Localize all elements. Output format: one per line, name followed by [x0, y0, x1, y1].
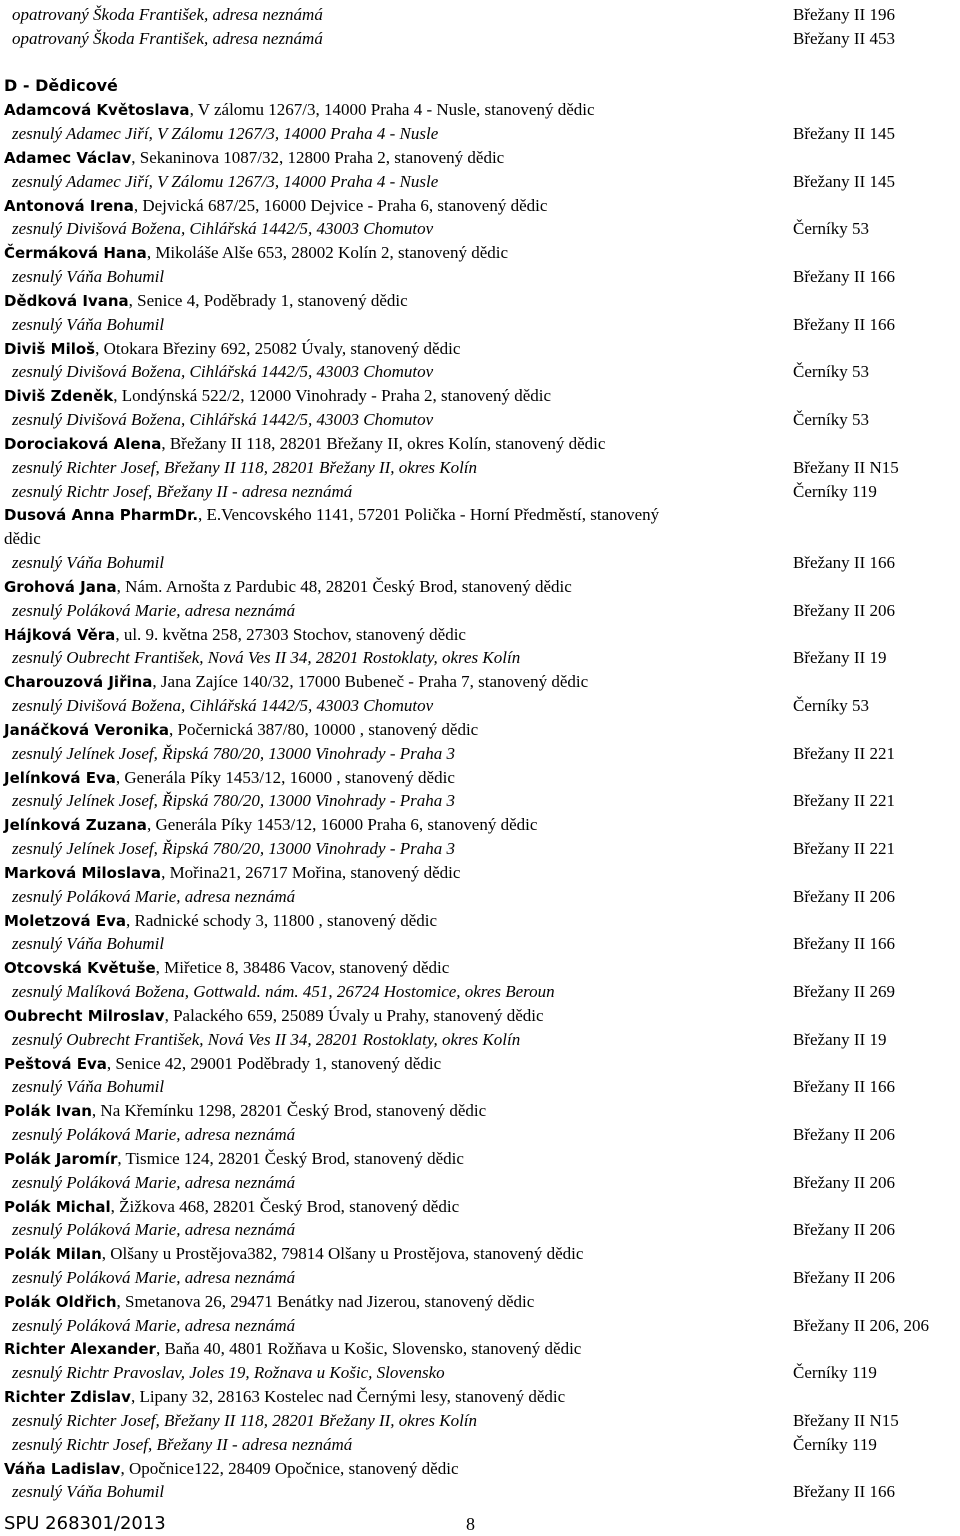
heir-name: Jelínková Zuzana	[4, 816, 147, 835]
heir-address: , Palackého 659, 25089 Úvaly u Prahy, stanovený dědic	[164, 1005, 544, 1025]
property-location: Břežany II 166	[793, 1077, 895, 1097]
heir-address: , Žižkova 468, 28201 Český Brod, stanovený dědic	[110, 1196, 460, 1216]
deceased-row	[0, 599, 960, 623]
heir-entry	[4, 98, 595, 122]
heir-name: Jelínková Eva	[4, 768, 116, 787]
heir-name: Diviš Miloš	[4, 339, 96, 358]
property-location: Břežany II 19	[793, 648, 887, 668]
deceased-text: zesnulý Divišová Božena, Cihlářská 1442/5, 43003 Chomutov	[12, 696, 434, 716]
heir-row	[0, 432, 960, 456]
heir-name: Polák Michal	[4, 1197, 111, 1216]
heir-name: Charouzová Jiřina	[4, 673, 153, 692]
heir-entry	[4, 909, 437, 933]
deceased-row	[0, 694, 960, 718]
guardian-row	[0, 27, 960, 51]
deceased-text: zesnulý Richtr Josef, Břežany II - adresa neznámá	[12, 1434, 353, 1454]
heir-name: Adamec Václav	[4, 148, 132, 167]
property-location: Břežany II 166	[793, 314, 895, 334]
property-location: Břežany II 19	[793, 1029, 887, 1049]
heir-name: Richter Zdislav	[4, 1388, 131, 1407]
heir-address: , ul. 9. května 258, 27303 Stochov, stanovený dědic	[115, 624, 466, 644]
heir-row	[0, 861, 960, 885]
deceased-text: zesnulý Jelínek Josef, Řipská 780/20, 13000 Vinohrady - Praha 3	[12, 743, 456, 763]
property-location: Břežany II 145	[793, 124, 895, 144]
heir-name: Marková Miloslava	[4, 863, 162, 882]
property-location: Černíky 53	[793, 362, 870, 382]
property-location: Černíky 53	[793, 410, 870, 430]
deceased-text: zesnulý Richtr Josef, Břežany II - adresa neznámá	[12, 481, 353, 501]
heir-row	[0, 1147, 960, 1171]
heir-row	[0, 98, 960, 122]
property-location: Břežany II N15	[793, 1410, 899, 1430]
heir-row	[0, 575, 960, 599]
heir-address: , Generála Píky 1453/12, 16000 Praha 6, stanovený dědic	[146, 815, 538, 835]
deceased-row	[0, 360, 960, 384]
heir-entry	[4, 623, 466, 647]
heir-address: , Baňa 40, 4801 Rožňava u Košic, Slovensko, stanovený dědic	[155, 1339, 582, 1359]
deceased-text: zesnulý Malíková Božena, Gottwald. nám. 451, 26724 Hostomice, okres Beroun	[12, 982, 555, 1002]
heir-name: Váňa Ladislav	[4, 1459, 121, 1478]
heir-entry	[4, 337, 460, 361]
heir-name: Grohová Jana	[4, 577, 117, 596]
heir-row	[0, 194, 960, 218]
property-location: Břežany II 206	[793, 1172, 895, 1192]
property-location: Břežany II 206	[793, 600, 895, 620]
deceased-text: zesnulý Richtr Pravoslav, Joles 19, Rožnava u Košic, Slovensko	[12, 1363, 445, 1383]
heir-name: Čermáková Hana	[4, 244, 147, 263]
deceased-row	[0, 1480, 960, 1504]
deceased-text: zesnulý Poláková Marie, adresa neznámá	[12, 1315, 296, 1335]
page-footer	[0, 1512, 960, 1536]
heir-entry	[4, 718, 478, 742]
deceased-row	[0, 1075, 960, 1099]
deceased-row	[0, 742, 960, 766]
deceased-text: zesnulý Poláková Marie, adresa neznámá	[12, 600, 296, 620]
heir-entry	[4, 861, 460, 885]
deceased-row	[0, 789, 960, 813]
heir-row	[0, 1004, 960, 1028]
deceased-text: zesnulý Váňa Bohumil	[12, 314, 165, 334]
deceased-text: zesnulý Poláková Marie, adresa neznámá	[12, 1220, 296, 1240]
heir-entry	[4, 1337, 581, 1361]
property-location: Břežany II 166	[793, 267, 895, 287]
section-title	[0, 74, 960, 98]
heir-entry	[4, 575, 572, 599]
heir-row	[0, 718, 960, 742]
deceased-text: zesnulý Oubrecht František, Nová Ves II 34, 28201 Rostoklaty, okres Kolín	[12, 1029, 521, 1049]
property-location: Břežany II 221	[793, 791, 895, 811]
heir-name: Dusová Anna PharmDr.	[4, 506, 199, 525]
heir-entry	[4, 1147, 464, 1171]
heir-name: Richter Alexander	[4, 1340, 156, 1359]
heir-entry	[4, 813, 537, 837]
guardian-row	[0, 3, 960, 27]
heir-entry	[4, 670, 588, 694]
deceased-row	[0, 885, 960, 909]
deceased-row	[0, 932, 960, 956]
heir-address: , Olšany u Prostějova382, 79814 Olšany u Prostějova, stanovený dědic	[101, 1244, 584, 1264]
deceased-text: zesnulý Richter Josef, Břežany II 118, 28201 Břežany II, okres Kolín	[12, 1410, 478, 1430]
deceased-text: zesnulý Poláková Marie, adresa neznámá	[12, 1125, 296, 1144]
heir-address: , Nám. Arnošta z Pardubic 48, 28201 Český Brod, stanovený dědic	[116, 576, 572, 596]
deceased-row	[0, 1028, 960, 1052]
deceased-text: zesnulý Váňa Bohumil	[12, 553, 165, 573]
heir-row	[0, 670, 960, 694]
property-location: Břežany II 269	[793, 982, 895, 1002]
heir-name: Polák Oldřich	[4, 1292, 117, 1311]
property-location: Černíky 119	[793, 1434, 877, 1454]
heir-row	[0, 1385, 960, 1409]
heir-address: , Otokara Březiny 692, 25082 Úvaly, stanovený dědic	[95, 338, 461, 358]
heir-row	[0, 384, 960, 408]
deceased-text: opatrovaný Škoda František, adresa neznámá	[12, 5, 323, 24]
heir-row	[0, 503, 960, 527]
heir-entry	[4, 1290, 534, 1314]
deceased-row	[0, 837, 960, 861]
heir-row	[0, 1457, 960, 1481]
property-location: Břežany II 221	[793, 743, 895, 763]
property-location: Černíky 119	[793, 1363, 877, 1383]
heir-address: , Počernická 387/80, 10000 , stanovený dědic	[168, 719, 479, 739]
heir-name: Dědková Ivana	[4, 291, 129, 310]
heir-entry	[4, 766, 455, 790]
heir-name: Hájková Věra	[4, 625, 116, 644]
property-location: Černíky 119	[793, 481, 877, 501]
property-location: Břežany II 206	[793, 886, 895, 906]
property-location: Břežany II 206	[793, 1267, 895, 1287]
heir-entry	[4, 1052, 441, 1076]
heir-address: , Generála Píky 1453/12, 16000 , stanovený dědic	[115, 767, 455, 787]
deceased-row	[0, 1361, 960, 1385]
deceased-row	[0, 480, 960, 504]
heir-address: , V zálomu 1267/3, 14000 Praha 4 - Nusle, stanovený dědic	[189, 100, 595, 120]
heir-row	[0, 241, 960, 265]
deceased-text: zesnulý Váňa Bohumil	[12, 1077, 165, 1097]
heir-name: Diviš Zdeněk	[4, 387, 114, 406]
property-location: Břežany II 206, 206	[793, 1315, 929, 1335]
property-location: Břežany II 221	[793, 839, 895, 859]
heir-address: , Senice 4, Poděbrady 1, stanovený dědic	[128, 290, 408, 310]
property-location: Břežany II N15	[793, 457, 899, 477]
section-heading: D - Dědicové	[4, 76, 118, 96]
heir-entry	[4, 956, 449, 980]
heir-row	[0, 337, 960, 361]
deceased-row	[0, 408, 960, 432]
heir-row	[0, 1290, 960, 1314]
heir-entry	[4, 432, 605, 456]
heir-row	[0, 956, 960, 980]
heir-entry	[4, 1195, 459, 1219]
deceased-text: zesnulý Divišová Božena, Cihlářská 1442/5, 43003 Chomutov	[12, 410, 434, 430]
heir-name: Antonová Irena	[4, 196, 134, 215]
heir-row	[0, 1099, 960, 1123]
deceased-row	[0, 122, 960, 146]
deceased-row	[0, 980, 960, 1004]
heir-row	[0, 813, 960, 837]
heir-entry	[4, 1242, 583, 1266]
heir-address: , E.Vencovského 1141, 57201 Polička - Horní Předměstí, stanovený	[198, 505, 660, 525]
deceased-row	[0, 170, 960, 194]
heir-name: Polák Jaromír	[4, 1149, 118, 1168]
heir-entry	[4, 241, 508, 265]
deceased-row	[0, 1409, 960, 1433]
heir-address: , Dejvická 687/25, 16000 Dejvice - Praha 6, stanovený dědic	[133, 195, 548, 215]
property-location: Břežany II 166	[793, 553, 895, 573]
property-location: Břežany II 166	[793, 934, 895, 954]
heir-row	[0, 146, 960, 170]
heir-name: Adamcová Květoslava	[4, 101, 190, 120]
heir-entry	[4, 503, 659, 527]
heir-address: , Senice 42, 29001 Poděbrady 1, stanovený dědic	[106, 1053, 442, 1073]
deceased-row	[0, 1433, 960, 1457]
property-location: Břežany II 196	[793, 5, 895, 24]
heir-name: Moletzová Eva	[4, 911, 127, 930]
heir-address: , Mořina21, 26717 Mořina, stanovený dědic	[161, 862, 461, 882]
deceased-text: zesnulý Váňa Bohumil	[12, 1482, 165, 1502]
property-location: Černíky 53	[793, 219, 870, 239]
deceased-row	[0, 646, 960, 670]
deceased-row	[0, 1171, 960, 1195]
property-location: Břežany II 145	[793, 171, 895, 191]
heir-entry	[4, 146, 504, 170]
deceased-text: zesnulý Poláková Marie, adresa neznámá	[12, 1172, 296, 1192]
heir-address: , Mikoláše Alše 653, 28002 Kolín 2, stanovený dědic	[146, 243, 509, 263]
deceased-row	[0, 1314, 960, 1338]
deceased-row	[0, 1123, 960, 1147]
heir-row	[0, 1195, 960, 1219]
deceased-text: zesnulý Oubrecht František, Nová Ves II 34, 28201 Rostoklaty, okres Kolín	[12, 648, 521, 668]
heir-address: , Jana Zajíce 140/32, 17000 Bubeneč - Praha 7, stanovený dědic	[152, 672, 589, 692]
heir-row	[0, 623, 960, 647]
heir-row	[0, 289, 960, 313]
deceased-row	[0, 551, 960, 575]
page-number: 8	[466, 1514, 475, 1534]
deceased-text: opatrovaný Škoda František, adresa neznámá	[12, 28, 323, 48]
heir-name: Polák Ivan	[4, 1102, 92, 1121]
deceased-text: zesnulý Váňa Bohumil	[12, 934, 165, 954]
heir-entry	[4, 1099, 486, 1123]
heir-name: Peštová Eva	[4, 1054, 107, 1073]
property-location: Břežany II 453	[793, 28, 895, 48]
heir-row	[0, 1242, 960, 1266]
deceased-text: zesnulý Adamec Jiří, V Zálomu 1267/3, 14000 Praha 4 - Nusle	[12, 171, 439, 191]
heir-row	[0, 1052, 960, 1076]
deceased-text: zesnulý Divišová Božena, Cihlářská 1442/5, 43003 Chomutov	[12, 362, 434, 382]
heir-name: Oubrecht Milroslav	[4, 1006, 165, 1025]
heir-name: Otcovská Květuše	[4, 959, 156, 978]
heir-address: , Sekaninova 1087/32, 12800 Praha 2, stanovený dědic	[131, 147, 505, 167]
heir-address: , Na Křemínku 1298, 28201 Český Brod, stanovený dědic	[91, 1101, 487, 1121]
deceased-text: zesnulý Richter Josef, Břežany II 118, 28201 Břežany II, okres Kolín	[12, 457, 478, 477]
heir-address: , Miřetice 8, 38486 Vacov, stanovený dědic	[155, 958, 450, 978]
deceased-text: zesnulý Poláková Marie, adresa neznámá	[12, 886, 296, 906]
heir-name: Janáčková Veronika	[4, 720, 169, 739]
heir-address: , Břežany II 118, 28201 Břežany II, okres Kolín, stanovený dědic	[161, 433, 606, 453]
deceased-text: zesnulý Jelínek Josef, Řipská 780/20, 13000 Vinohrady - Praha 3	[12, 791, 456, 811]
deceased-text: zesnulý Váňa Bohumil	[12, 267, 165, 287]
deceased-row	[0, 1218, 960, 1242]
document-code: SPU 268301/2013	[4, 1513, 166, 1534]
heir-address-continuation: dědic	[4, 529, 41, 549]
deceased-row	[0, 456, 960, 480]
heir-address: , Opočnice122, 28409 Opočnice, stanovený dědic	[120, 1458, 459, 1478]
deceased-text: zesnulý Jelínek Josef, Řipská 780/20, 13000 Vinohrady - Praha 3	[12, 839, 456, 859]
deceased-row	[0, 217, 960, 241]
property-location: Břežany II 166	[793, 1482, 895, 1502]
deceased-row	[0, 1266, 960, 1290]
heir-entry	[4, 1004, 544, 1028]
property-location: Černíky 53	[793, 696, 870, 716]
heir-address: , Londýnská 522/2, 12000 Vinohrady - Praha 2, stanovený dědic	[113, 386, 552, 406]
heir-entry	[4, 1385, 565, 1409]
heir-entry	[4, 194, 547, 218]
heir-name: Dorociaková Alena	[4, 434, 162, 453]
heir-row	[0, 1337, 960, 1361]
heir-address: , Lipany 32, 28163 Kostelec nad Černými lesy, stanovený dědic	[130, 1387, 566, 1407]
deceased-text: zesnulý Adamec Jiří, V Zálomu 1267/3, 14000 Praha 4 - Nusle	[12, 124, 439, 144]
heir-entry	[4, 289, 408, 313]
heir-row-continuation	[0, 527, 960, 551]
heir-address: , Smetanova 26, 29471 Benátky nad Jizerou, stanovený dědic	[116, 1291, 535, 1311]
deceased-row	[0, 265, 960, 289]
heir-address: , Tismice 124, 28201 Český Brod, stanovený dědic	[117, 1148, 464, 1168]
property-location: Břežany II 206	[793, 1220, 895, 1240]
heir-row	[0, 766, 960, 790]
heir-name: Polák Milan	[4, 1245, 102, 1264]
heir-entry	[4, 384, 551, 408]
heir-row	[0, 909, 960, 933]
heir-address: , Radnické schody 3, 11800 , stanovený dědic	[126, 910, 438, 930]
heir-entry	[4, 1457, 459, 1481]
deceased-row	[0, 313, 960, 337]
deceased-text: zesnulý Divišová Božena, Cihlářská 1442/5, 43003 Chomutov	[12, 219, 434, 239]
deceased-text: zesnulý Poláková Marie, adresa neznámá	[12, 1267, 296, 1287]
property-location: Břežany II 206	[793, 1125, 895, 1144]
